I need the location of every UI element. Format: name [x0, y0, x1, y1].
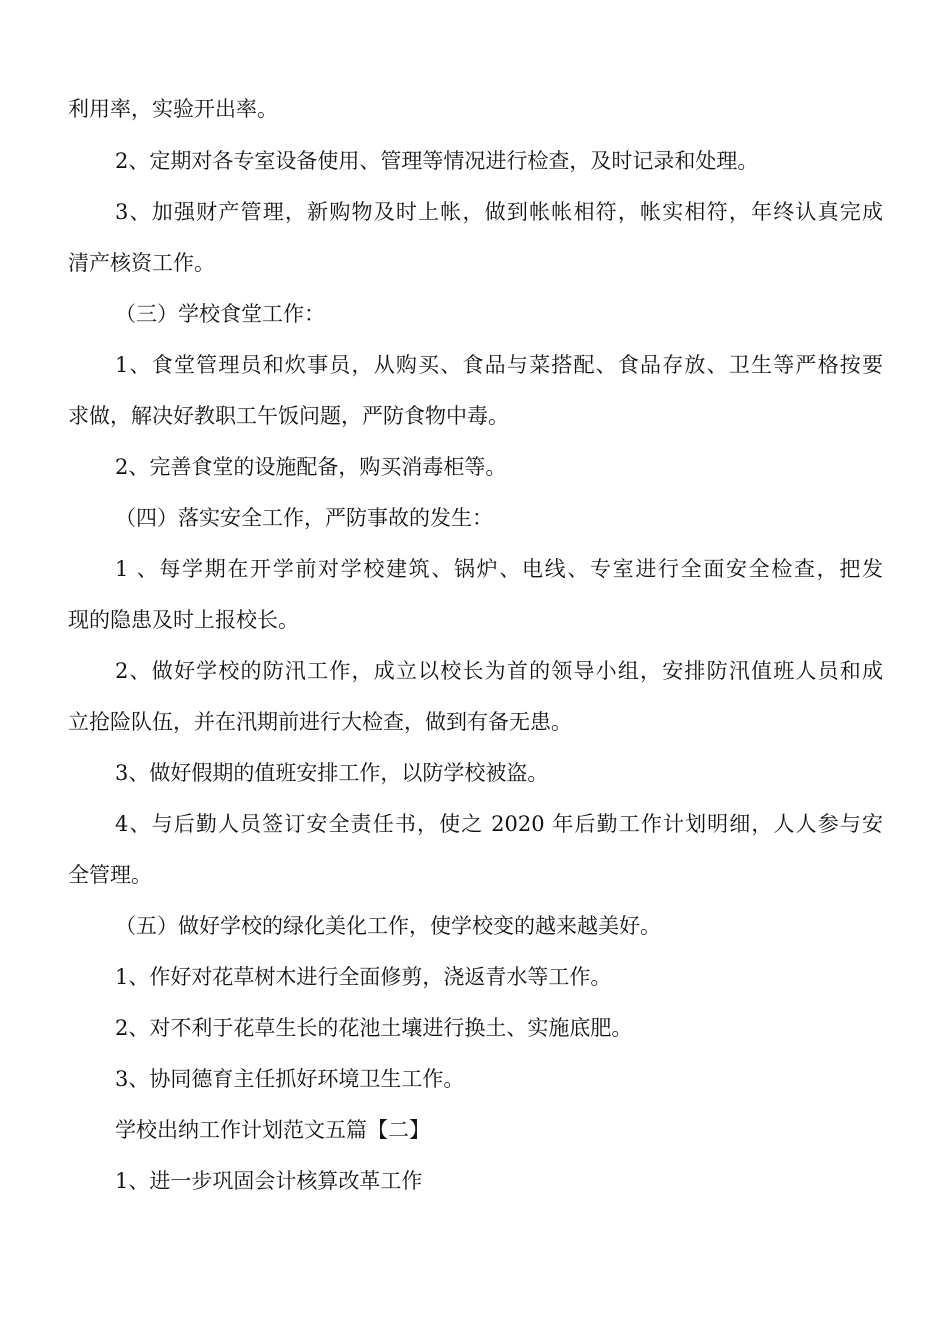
text-line: 2、对不利于花草生长的花池土壤进行换土、实施底肥。 — [115, 1016, 633, 1040]
text-line: 全管理。 — [68, 863, 152, 887]
text-line: 1 、每学期在开学前对学校建筑、锅炉、电线、专室进行全面安全检查，把发 — [115, 557, 883, 581]
section-heading: （三）学校食堂工作： — [115, 302, 325, 326]
text-line: 2、定期对各专室设备使用、管理等情况进行检查，及时记录和处理。 — [115, 149, 759, 173]
text-line: 求做，解决好教职工午饭问题，严防食物中毒。 — [68, 404, 509, 428]
text-line: 利用率，实验开出率。 — [68, 97, 278, 121]
text-line: 3、协同德育主任抓好环境卫生工作。 — [115, 1067, 465, 1091]
text-line: 1、作好对花草树木进行全面修剪，浇返青水等工作。 — [115, 965, 612, 989]
text-line: 1、进一步巩固会计核算改革工作 — [115, 1169, 423, 1193]
text-line: 4、与后勤人员签订安全责任书，使之 2020 年后勤工作计划明细，人人参与安 — [115, 812, 883, 836]
document-subtitle: 学校出纳工作计划范文五篇【二】 — [115, 1118, 430, 1142]
text-line: 3、加强财产管理，新购物及时上帐，做到帐帐相符，帐实相符，年终认真完成 — [115, 200, 883, 224]
section-heading: （四）落实安全工作，严防事故的发生： — [115, 506, 493, 530]
text-line: 2、完善食堂的设施配备，购买消毒柜等。 — [115, 455, 507, 479]
text-line: 清产核资工作。 — [68, 251, 215, 275]
text-line: 立抢险队伍，并在汛期前进行大检查，做到有备无患。 — [68, 710, 572, 734]
text-line: 现的隐患及时上报校长。 — [68, 608, 299, 632]
section-heading: （五）做好学校的绿化美化工作，使学校变的越来越美好。 — [115, 914, 661, 938]
text-line: 3、做好假期的值班安排工作，以防学校被盗。 — [115, 761, 549, 785]
text-line: 2、做好学校的防汛工作，成立以校长为首的领导小组，安排防汛值班人员和成 — [115, 659, 883, 683]
text-line: 1、食堂管理员和炊事员，从购买、食品与菜搭配、食品存放、卫生等严格按要 — [115, 353, 883, 377]
